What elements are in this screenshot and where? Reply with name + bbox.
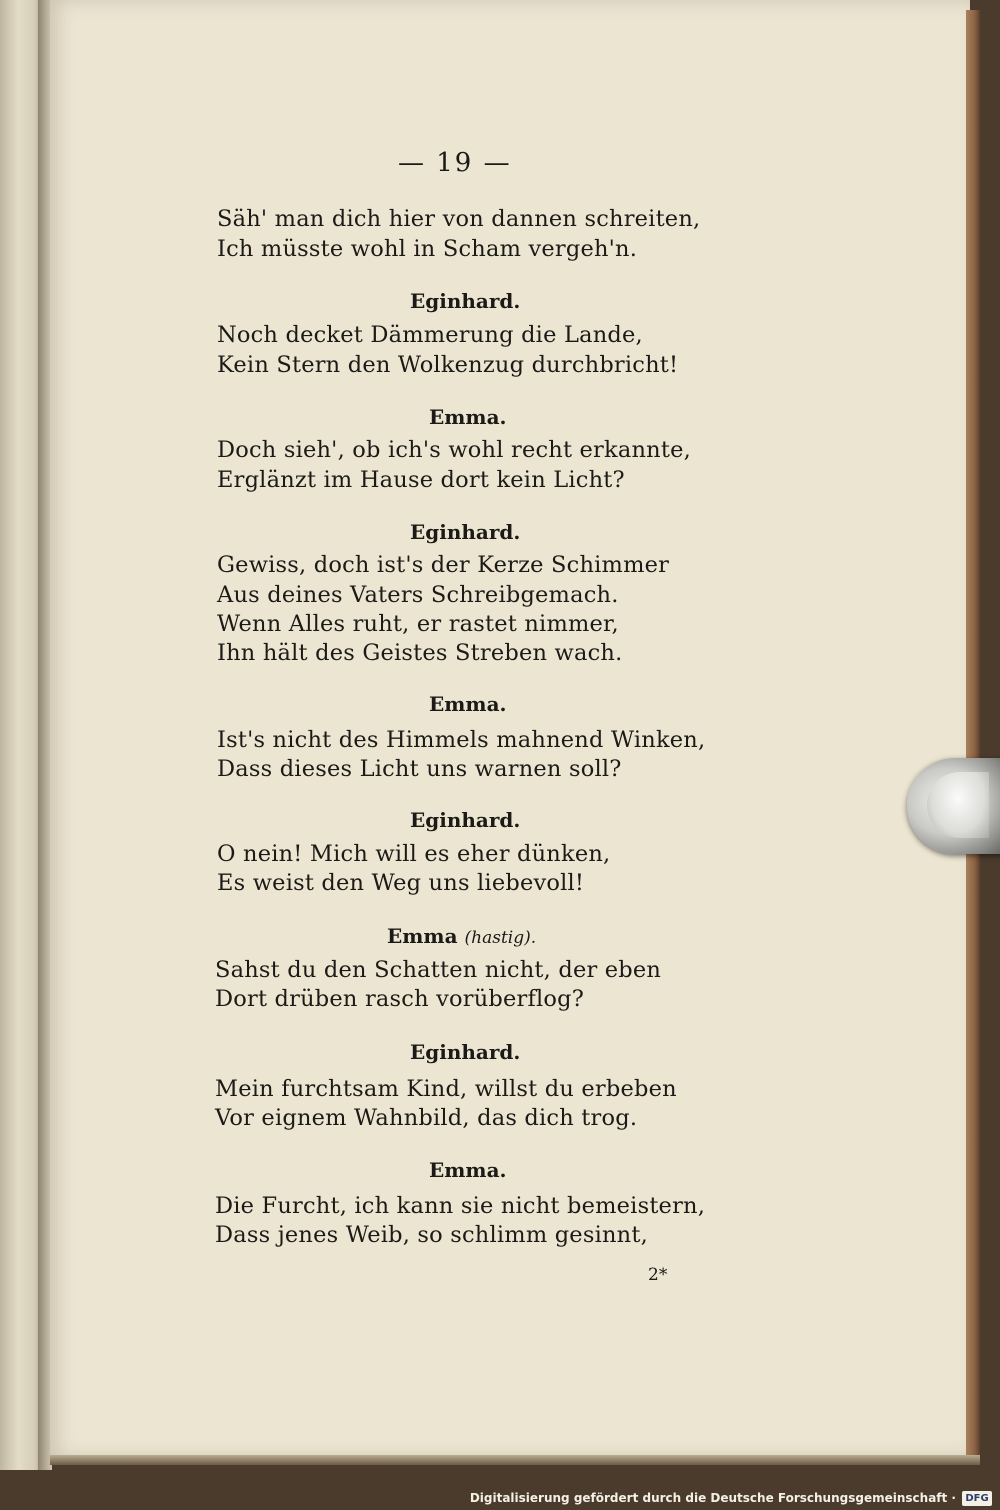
speaker-heading: Eginhard. <box>410 808 521 832</box>
speaker-heading: Eginhard. <box>410 1040 521 1064</box>
verse-line: Noch decket Dämmerung die Lande, <box>217 322 643 348</box>
verse-line: Mein furchtsam Kind, willst du erbeben <box>215 1076 677 1102</box>
verse-line: Erglänzt im Hause dort kein Licht? <box>217 467 625 493</box>
verse-line: Vor eignem Wahnbild, das dich trog. <box>215 1105 638 1131</box>
verse-line: O nein! Mich will es eher dünken, <box>217 841 611 867</box>
speaker-name: Emma <box>387 924 458 948</box>
speaker-heading: Emma. <box>429 692 507 716</box>
dfg-logo: DFG <box>962 1491 992 1506</box>
verse-line: Es weist den Weg uns liebevoll! <box>217 870 585 896</box>
verse-line: Ich müsste wohl in Scham vergeh'n. <box>217 236 638 262</box>
stage-direction: (hastig). <box>464 928 537 948</box>
verse-line: Ihn hält des Geistes Streben wach. <box>217 640 623 666</box>
page-number: — 19 — <box>398 148 512 178</box>
page-edge-bottom <box>50 1455 980 1465</box>
page-clip-highlight <box>927 772 989 838</box>
page-edge-right <box>966 10 980 1465</box>
verse-line: Dass jenes Weib, so schlimm gesinnt, <box>215 1222 648 1248</box>
verse-line: Dass dieses Licht uns warnen soll? <box>217 756 622 782</box>
verse-line: Die Furcht, ich kann sie nicht bemeistern, <box>215 1193 706 1219</box>
speaker-heading: Emma. <box>429 405 507 429</box>
speaker-heading: Eginhard. <box>410 520 521 544</box>
verse-line: Dort drüben rasch vorüberflog? <box>215 986 585 1012</box>
speaker-heading <box>387 924 536 948</box>
verse-line: Aus deines Vaters Schreibgemach. <box>217 582 619 608</box>
verse-line: Doch sieh', ob ich's wohl recht erkannte, <box>217 437 691 463</box>
verse-line: Wenn Alles ruht, er rastet nimmer, <box>217 611 619 637</box>
verse-line: Kein Stern den Wolkenzug durchbricht! <box>217 352 679 378</box>
verse-line: Säh' man dich hier von dannen schreiten, <box>217 206 701 232</box>
verse-line: Gewiss, doch ist's der Kerze Schimmer <box>217 552 670 578</box>
speaker-heading: Eginhard. <box>410 289 521 313</box>
funding-note: Digitalisierung gefördert durch die Deutsche Forschungsgemeinschaft · <box>469 1491 956 1505</box>
verse-line: Ist's nicht des Himmels mahnend Winken, <box>217 727 706 753</box>
page-clip <box>907 758 1000 854</box>
speaker-heading: Emma. <box>429 1158 507 1182</box>
signature-mark: 2* <box>648 1265 668 1285</box>
verse-line: Sahst du den Schatten nicht, der eben <box>215 957 662 983</box>
